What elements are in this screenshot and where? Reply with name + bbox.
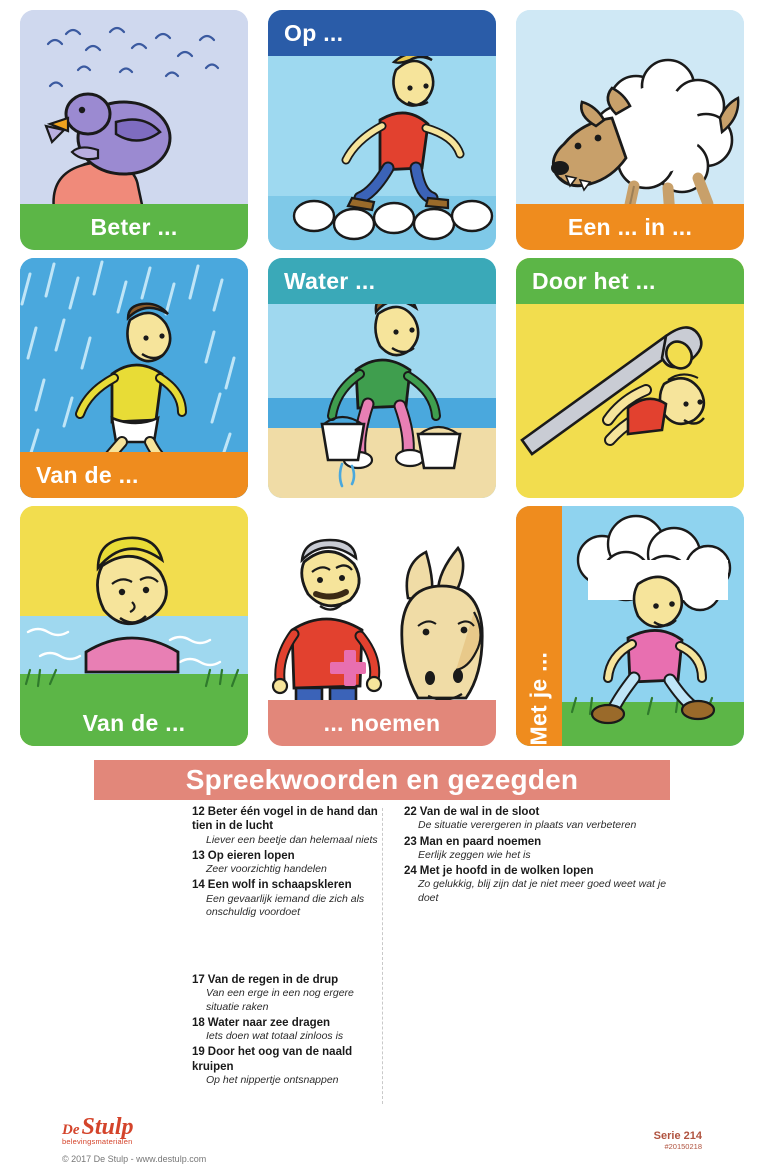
- legend-entry-head: [192, 1045, 382, 1074]
- legend-entry-head: [404, 805, 670, 819]
- card-beter-een-vogel[interactable]: [20, 10, 248, 250]
- title-bar-wrap: [94, 760, 670, 800]
- card-banner: [516, 258, 744, 304]
- brand-logo-stulp: Stulp: [81, 1114, 134, 1140]
- legend-gap: [192, 921, 382, 973]
- card-van-de-regen-in-de-drup[interactable]: [20, 258, 248, 498]
- legend-entry-desc: Liever een beetje dan helemaal niets: [206, 833, 378, 846]
- card-banner: [516, 506, 562, 746]
- legend-entry-title: Water naar zee dragen: [207, 1016, 331, 1029]
- legend-entry-title: Een wolf in schaapskleren: [207, 879, 352, 892]
- card-banner-label: Van de ...: [36, 461, 139, 488]
- legend-entry-head: [192, 878, 382, 892]
- brand-logo-subtitle: belevingsmaterialen: [62, 1137, 133, 1146]
- card-banner: [20, 452, 248, 498]
- card-banner: [20, 700, 248, 746]
- legend-entry-number: 12: [192, 806, 205, 818]
- card-banner-label: ... noemen: [323, 709, 441, 736]
- legend-entry-desc: Zeer voorzichtig handelen: [206, 863, 327, 876]
- card-banner: [268, 700, 496, 746]
- legend-entry-number: 17: [192, 974, 205, 986]
- legend-entry-number: 13: [192, 849, 205, 862]
- legend-entry: [192, 1016, 382, 1044]
- legend-entry-head: [404, 835, 670, 849]
- legend-entry-head: [192, 805, 382, 834]
- legend-entry-title: Met je hoofd in de wolken lopen: [419, 865, 594, 877]
- card-banner-label: Een ... in ...: [567, 213, 693, 240]
- legend-entry-number: 14: [192, 879, 205, 892]
- legend-entry-desc: Zo gelukkig, blij zijn dat je niet meer goed weet wat je doet: [418, 878, 667, 904]
- card-water-naar-zee-dragen[interactable]: [268, 258, 496, 498]
- legend-entry-number: 22: [404, 806, 417, 818]
- card-banner-label: Beter ...: [90, 213, 178, 240]
- card-banner-label: Op ...: [284, 19, 344, 46]
- card-man-en-paard-noemen[interactable]: [268, 506, 496, 746]
- legend-entry-head: [192, 1016, 382, 1030]
- legend-entry: [404, 805, 670, 833]
- card-banner-label: Door het ...: [532, 267, 656, 294]
- legend-entry-desc: Op het nippertje ontsnappen: [206, 1073, 339, 1086]
- serie-number: Serie 214: [653, 1130, 702, 1142]
- footer: [0, 1108, 764, 1174]
- copyright-text: © 2017 De Stulp - www.destulp.com: [62, 1154, 207, 1164]
- legend-entry-head: [192, 849, 382, 863]
- legend-entry-title: Beter één vogel in de hand dan tien in de lucht: [192, 806, 378, 833]
- card-banner-label: Met je ...: [525, 651, 552, 746]
- serie-block: [654, 1130, 702, 1151]
- page-title: Spreekwoorden en gezegden: [185, 764, 579, 795]
- legend-entry: [192, 973, 382, 1014]
- brand-logo[interactable]: [62, 1114, 134, 1146]
- legend-entry-number: 19: [192, 1046, 205, 1059]
- legend-entry-title: Van de wal in de sloot: [419, 806, 540, 818]
- card-wolf-in-schaapskleren[interactable]: [516, 10, 744, 250]
- brand-logo-de: De: [62, 1122, 80, 1138]
- legend-entry-desc: Van een erge in een nog ergere situatie raken: [206, 987, 354, 1013]
- card-op-eieren-lopen[interactable]: [268, 10, 496, 250]
- legend-entry: [404, 864, 670, 905]
- card-banner-label: Water ...: [284, 267, 376, 294]
- legend-entry-desc: Iets doen wat totaal zinloos is: [206, 1030, 344, 1042]
- legend-entry: [192, 805, 382, 847]
- card-banner-label: Van de ...: [82, 709, 186, 736]
- legend-column-right: [382, 805, 670, 1105]
- legend-column-left: [94, 805, 382, 1105]
- legend-entry-title: Op eieren lopen: [207, 849, 295, 862]
- legend-entry-title: Door het oog van de naald kruipen: [192, 1046, 353, 1073]
- legend-entry-number: 24: [404, 865, 417, 877]
- legend-entry-desc: De situatie verergeren in plaats van verbeteren: [418, 819, 637, 832]
- legend-entry-number: 23: [404, 835, 417, 848]
- legend-entry-title: Van de regen in de drup: [207, 974, 339, 986]
- legend-entry-desc: Een gevaarlijk iemand die zich als onschuldig voordoet: [206, 892, 365, 918]
- card-grid: [20, 10, 744, 746]
- card-banner: [268, 258, 496, 304]
- legend-entry: [404, 835, 670, 863]
- legend-entry: [192, 878, 382, 919]
- legend-entry: [192, 849, 382, 877]
- legend-entry-number: 18: [192, 1016, 205, 1029]
- legend-entry-title: Man en paard noemen: [419, 835, 542, 848]
- card-banner: [516, 204, 744, 250]
- legend-entry-head: [404, 864, 670, 878]
- card-banner: [268, 10, 496, 56]
- card-door-het-oog-van-de-naald[interactable]: [516, 258, 744, 498]
- card-banner: [20, 204, 248, 250]
- legend-entry-desc: Eerlijk zeggen wie het is: [418, 848, 531, 861]
- legend-entry-head: [192, 973, 382, 987]
- serie-code: #20150218: [664, 1142, 702, 1151]
- card-van-de-wal-in-de-sloot[interactable]: [20, 506, 248, 746]
- legend: [94, 805, 670, 1105]
- legend-entry: [192, 1045, 382, 1087]
- card-met-je-hoofd-in-de-wolken[interactable]: [516, 506, 744, 746]
- page-title-bar: [94, 760, 670, 800]
